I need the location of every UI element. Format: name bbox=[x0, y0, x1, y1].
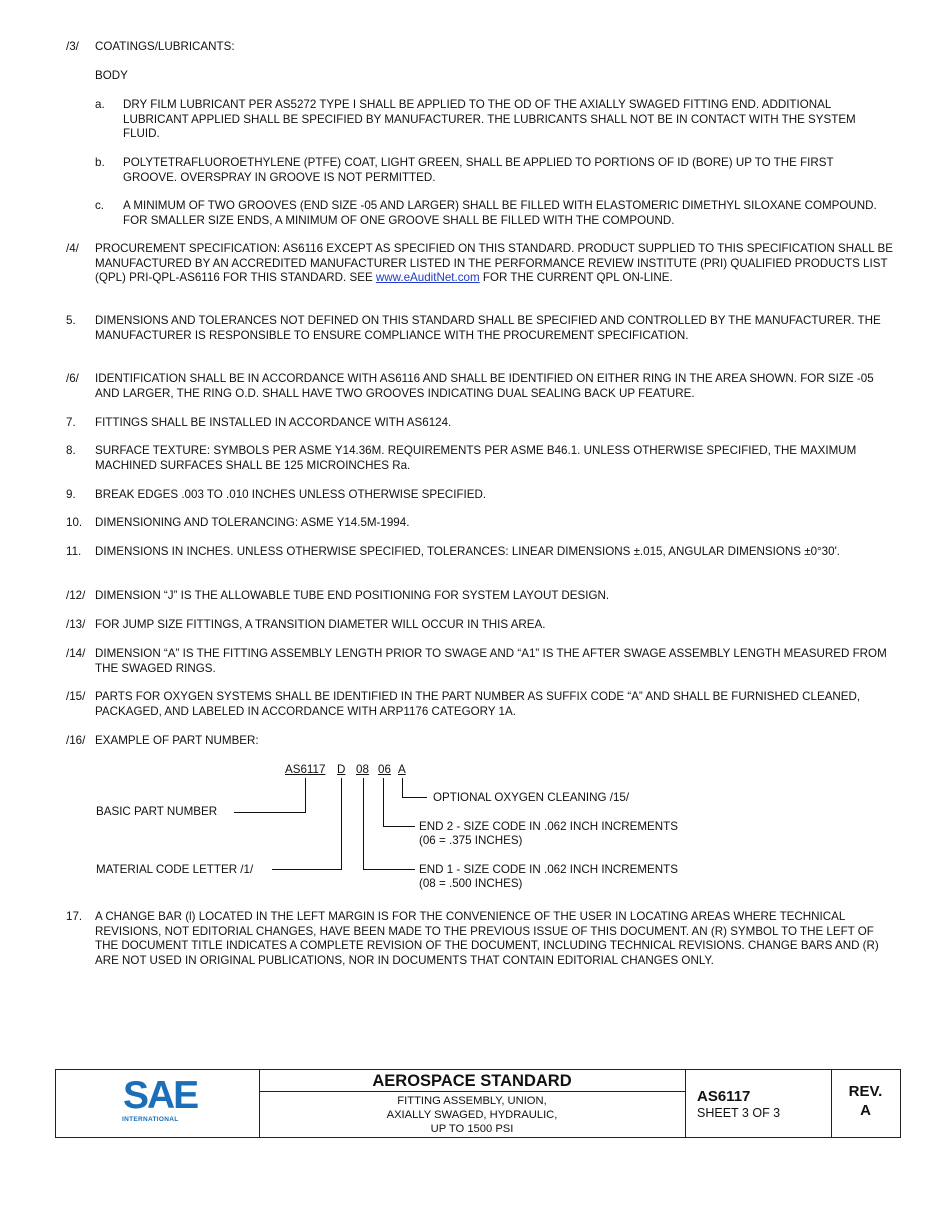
pn-segment-material: D bbox=[337, 763, 346, 776]
leader-line-basic bbox=[305, 778, 306, 813]
note-text: A CHANGE BAR (l) LOCATED IN THE LEFT MARGIN IS FOR THE CONVENIENCE OF THE USER IN LOCATING AREAS WHERE TECHNICAL REVISIONS, NOT EDITORIAL CHANGES, HAVE BEEN MADE TO THE PREVIOUS ISSUE OF THIS DOCUMENT. AN (R) SYMBOL TO THE LEFT OF THE DOCUMENT TITLE INDICATES A COMPLETE REVISION OF THE DOCUMENT, INCLUDING TECHNICAL REVISIONS. CHANGE BARS AND (R) ARE NOT USED IN ORIGINAL PUBLICATIONS, NOR IN DOCUMENTS THAT CONTAIN EDITORIAL CHANGES ONLY. bbox=[95, 910, 879, 967]
note-text: COATINGS/LUBRICANTS: bbox=[95, 40, 235, 53]
basic-part-number-label: BASIC PART NUMBER bbox=[96, 805, 218, 818]
leader-line-basic bbox=[234, 812, 306, 813]
revision-value: A bbox=[860, 1102, 871, 1119]
pn-segment-end1: 08 bbox=[356, 763, 369, 776]
note-number: 10. bbox=[66, 516, 83, 529]
end2-size-label: END 2 - SIZE CODE IN .062 INCH INCREMENTS bbox=[419, 820, 678, 833]
sae-logo bbox=[122, 1074, 198, 1126]
note-number: /6/ bbox=[66, 372, 79, 385]
document-number-cell bbox=[685, 1070, 832, 1137]
leader-line-end1 bbox=[363, 869, 415, 870]
note-number: /16/ bbox=[66, 734, 86, 747]
note-number: /3/ bbox=[66, 40, 79, 53]
leader-line-oxygen bbox=[402, 778, 403, 798]
note-text: FITTINGS SHALL BE INSTALLED IN ACCORDANCE WITH AS6124. bbox=[95, 416, 452, 429]
title-cell bbox=[259, 1070, 686, 1137]
leader-line-end1 bbox=[363, 778, 364, 870]
note-number: 11. bbox=[66, 545, 82, 558]
note-number: 7. bbox=[66, 416, 76, 429]
note-number: /14/ bbox=[66, 647, 86, 660]
note-text: IDENTIFICATION SHALL BE IN ACCORDANCE WITH AS6116 AND SHALL BE IDENTIFIED ON EITHER RING IN THE AREA SHOWN. FOR SIZE -05 AND LARGER, THE RING O.D. SHALL HAVE TWO GROOVES INDICATING DUAL SEALING BACK UP FEATURE. bbox=[95, 372, 874, 400]
note-text: DIMENSIONS IN INCHES. UNLESS OTHERWISE SPECIFIED, TOLERANCES: LINEAR DIMENSIONS ±.015, ANGULAR DIMENSIONS ±0°30'. bbox=[95, 545, 841, 558]
leader-line-end2 bbox=[383, 778, 384, 827]
note-text: DIMENSION “J” IS THE ALLOWABLE TUBE END POSITIONING FOR SYSTEM LAYOUT DESIGN. bbox=[95, 589, 610, 602]
pn-segment-oxygen: A bbox=[398, 763, 406, 776]
logo-cell bbox=[56, 1070, 260, 1137]
end2-size-example: (06 = .375 INCHES) bbox=[419, 834, 523, 847]
item-letter: c. bbox=[95, 199, 105, 212]
note-text: DIMENSION “A” IS THE FITTING ASSEMBLY LENGTH PRIOR TO SWAGE AND “A1” IS THE AFTER SWAGE ASSEMBLY LENGTH MEASURED FROM THE SWAGED RINGS. bbox=[95, 647, 887, 675]
leader-line-end2 bbox=[383, 826, 415, 827]
end1-size-label: END 1 - SIZE CODE IN .062 INCH INCREMENTS bbox=[419, 863, 678, 876]
note-number: 9. bbox=[66, 488, 76, 501]
sae-logo-subtext: INTERNATIONAL bbox=[122, 1116, 179, 1123]
standard-description bbox=[259, 1094, 685, 1136]
eauditnet-link[interactable]: www.eAuditNet.com bbox=[375, 271, 480, 284]
item-text: POLYTETRAFLUOROETHYLENE (PTFE) COAT, LIGHT GREEN, SHALL BE APPLIED TO PORTIONS OF ID (BORE) UP TO THE FIRST GROOVE. OVERSPRAY IN GROOVE IS NOT PERMITTED. bbox=[123, 156, 834, 184]
note-text bbox=[95, 242, 895, 286]
item-letter: b. bbox=[95, 156, 105, 169]
note-text-before-link: PROCUREMENT SPECIFICATION: AS6116 EXCEPT AS SPECIFIED ON THIS STANDARD. PRODUCT SUPPLIED TO THIS SPECIFICATION SHALL BE MANUFACTURED BY AN ACCREDITED MANUFACTURER LISTED IN THE PERFORMANCE REVIEW INSTITUTE (PRI) QUALIFIED PRODUCTS LIST (QPL) PRI-QPL-AS6116 FOR THIS STANDARD. SEE bbox=[95, 242, 894, 284]
note-text: PARTS FOR OXYGEN SYSTEMS SHALL BE IDENTIFIED IN THE PART NUMBER AS SUFFIX CODE “A” AND SHALL BE FURNISHED CLEANED, PACKAGED, AND LABELED IN ACCORDANCE WITH ARP1176 CATEGORY 1A. bbox=[95, 690, 861, 718]
note-text: DIMENSIONS AND TOLERANCES NOT DEFINED ON THIS STANDARD SHALL BE SPECIFIED AND CONTROLLED BY THE MANUFACTURER. THE MANUFACTURER IS RESPONSIBLE TO ENSURE COMPLIANCE WITH THE PROCUREMENT SPECIFICATION. bbox=[95, 314, 881, 342]
note-number: 5. bbox=[66, 314, 76, 327]
revision-label: REV. bbox=[848, 1083, 883, 1100]
note-text: FOR JUMP SIZE FITTINGS, A TRANSITION DIAMETER WILL OCCUR IN THIS AREA. bbox=[95, 618, 546, 631]
note-number: /13/ bbox=[66, 618, 86, 631]
description-line: UP TO 1500 PSI bbox=[430, 1123, 514, 1135]
note-number: /15/ bbox=[66, 690, 86, 703]
end1-size-example: (08 = .500 INCHES) bbox=[419, 877, 523, 890]
standard-title: AEROSPACE STANDARD bbox=[259, 1071, 685, 1092]
revision-cell bbox=[831, 1070, 900, 1137]
material-code-label: MATERIAL CODE LETTER /1/ bbox=[96, 863, 254, 876]
item-letter: a. bbox=[95, 98, 105, 111]
leader-line-oxygen bbox=[402, 797, 427, 798]
item-text: A MINIMUM OF TWO GROOVES (END SIZE -05 AND LARGER) SHALL BE FILLED WITH ELASTOMERIC DIMETHYL SILOXANE COMPOUND. FOR SMALLER SIZE ENDS, A MINIMUM OF ONE GROOVE SHALL BE FILLED WITH THE COMPOUND. bbox=[123, 199, 877, 227]
description-line: AXIALLY SWAGED, HYDRAULIC, bbox=[386, 1109, 558, 1121]
leader-line-material bbox=[341, 778, 342, 870]
note-number: /4/ bbox=[66, 242, 79, 255]
sheet-number: SHEET 3 OF 3 bbox=[697, 1106, 781, 1120]
note-number: 8. bbox=[66, 444, 76, 457]
leader-line-material bbox=[272, 869, 342, 870]
note-text-after-link: FOR THE CURRENT QPL ON-LINE. bbox=[479, 271, 673, 284]
title-block bbox=[55, 1069, 901, 1138]
sae-logo-text: SAE bbox=[123, 1074, 198, 1117]
pn-segment-end2: 06 bbox=[378, 763, 391, 776]
note-number: 17. bbox=[66, 910, 83, 923]
document-number: AS6117 bbox=[697, 1088, 751, 1105]
oxygen-cleaning-label: OPTIONAL OXYGEN CLEANING /15/ bbox=[433, 791, 630, 804]
pn-segment-basic: AS6117 bbox=[285, 763, 326, 776]
note-text: DIMENSIONING AND TOLERANCING: ASME Y14.5M-1994. bbox=[95, 516, 410, 529]
note-text: SURFACE TEXTURE: SYMBOLS PER ASME Y14.36M. REQUIREMENTS PER ASME B46.1. UNLESS OTHERWISE SPECIFIED, THE MAXIMUM MACHINED SURFACES SHALL BE 125 MICROINCHES Ra. bbox=[95, 444, 857, 472]
note-text: EXAMPLE OF PART NUMBER: bbox=[95, 734, 259, 747]
description-line: FITTING ASSEMBLY, UNION, bbox=[397, 1095, 547, 1107]
note-number: /12/ bbox=[66, 589, 86, 602]
item-text: DRY FILM LUBRICANT PER AS5272 TYPE I SHALL BE APPLIED TO THE OD OF THE AXIALLY SWAGED FITTING END. ADDITIONAL LUBRICANT APPLIED SHALL BE SPECIFIED BY MANUFACTURER. THE LUBRICANTS SHALL NOT BE IN CONTACT WITH THE SYSTEM FLUID. bbox=[123, 98, 856, 140]
note-text: BODY bbox=[95, 69, 128, 82]
note-text: BREAK EDGES .003 TO .010 INCHES UNLESS OTHERWISE SPECIFIED. bbox=[95, 488, 487, 501]
